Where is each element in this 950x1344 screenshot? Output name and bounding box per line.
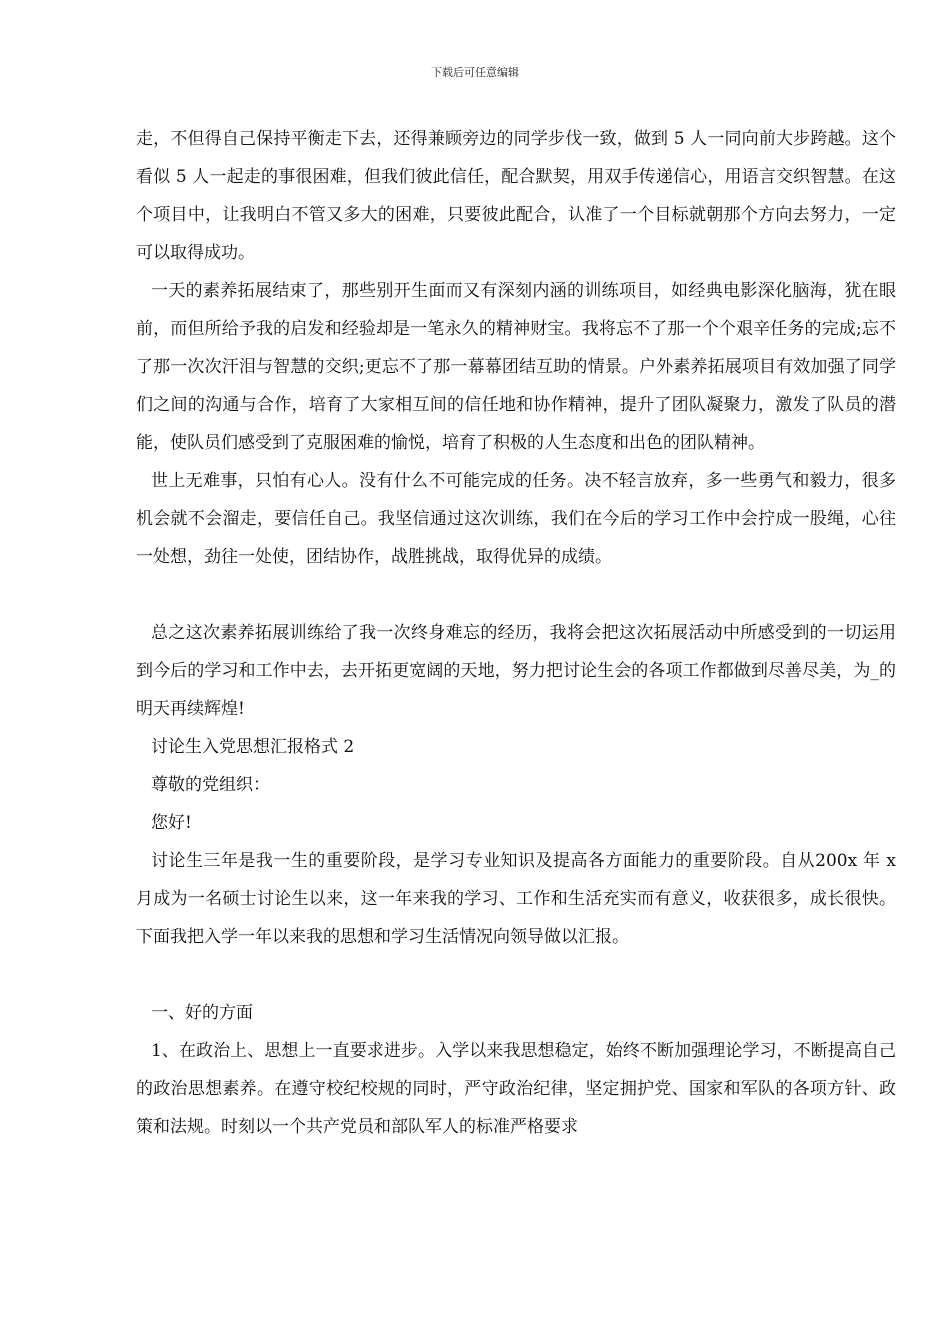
paragraph-walking-together: 走，不但得自己保持平衡走下去，还得兼顾旁边的同学步伐一致，做到 5 人一同向前大步跨越。这个看似 5 人一起走的事很困难，但我们彼此信任，配合默契，用双手传递信心，用语言交织智慧。在这个项目中，让我明白不管又多大的困难，只要彼此配合，认准了一个目标就朝那个方向去努力，一定可以取得成功。: [136, 129, 896, 263]
paragraph-training-summary: 一天的素养拓展结束了，那些别开生面而又有深刻内涵的训练项目，如经典电影深化脑海，犹在眼前，而但所给予我的启发和经验却是一笔永久的精神财宝。我将忘不了那一个个艰辛任务的完成;忘不了那一次次汗泪与智慧的交织;更忘不了那一幕幕团结互助的情景。户外素养拓展项目有效加强了同学们之间的沟通与合作，培育了大家相互间的信任地和协作精神，提升了团队凝聚力，激发了队员的潜能，使队员们感受到了克服困难的愉悦，培育了积极的人生态度和出色的团队精神。: [136, 281, 896, 453]
paragraph-no-difficulty: 世上无难事，只怕有心人。没有什么不可能完成的任务。决不轻言放弃，多一些勇气和毅力，很多机会就不会溜走，要信任自己。我坚信通过这次训练，我们在今后的学习工作中会拧成一股绳，心往一处想，劲往一处使，团结协作，战胜挑战，取得优异的成绩。: [136, 471, 896, 567]
section-title: 讨论生入党思想汇报格式 2: [151, 737, 355, 757]
paragraph-conclusion: 总之这次素养拓展训练给了我一次终身难忘的经历，我将会把这次拓展活动中所感受到的一切运用到今后的学习和工作中去，去开拓更宽阔的天地，努力把讨论生会的各项工作都做到尽善尽美，为_的明天再续辉煌!: [136, 623, 896, 719]
greeting: 您好!: [151, 813, 192, 833]
salutation: 尊敬的党组织：: [151, 775, 270, 795]
page-header: 下载后可任意编辑: [431, 66, 519, 79]
document-body: [136, 120, 896, 1146]
subsection-heading: 一、好的方面: [151, 1003, 253, 1023]
paragraph-political-progress: 1、在政治上、思想上一直要求进步。入学以来我思想稳定，始终不断加强理论学习，不断提高自己的政治思想素养。在遵守校纪校规的同时，严守政治纪律，坚定拥护党、国家和军队的各项方针、政策和法规。时刻以一个共产党员和部队军人的标准严格要求: [136, 1041, 896, 1137]
paragraph-introduction: 讨论生三年是我一生的重要阶段，是学习专业知识及提高各方面能力的重要阶段。自从200x 年 x 月成为一名硕士讨论生以来，这一年来我的学习、工作和生活充实而有意义，收获很多，成长很快。下面我把入学一年以来我的思想和学习生活情况向领导做以汇报。: [136, 851, 896, 947]
